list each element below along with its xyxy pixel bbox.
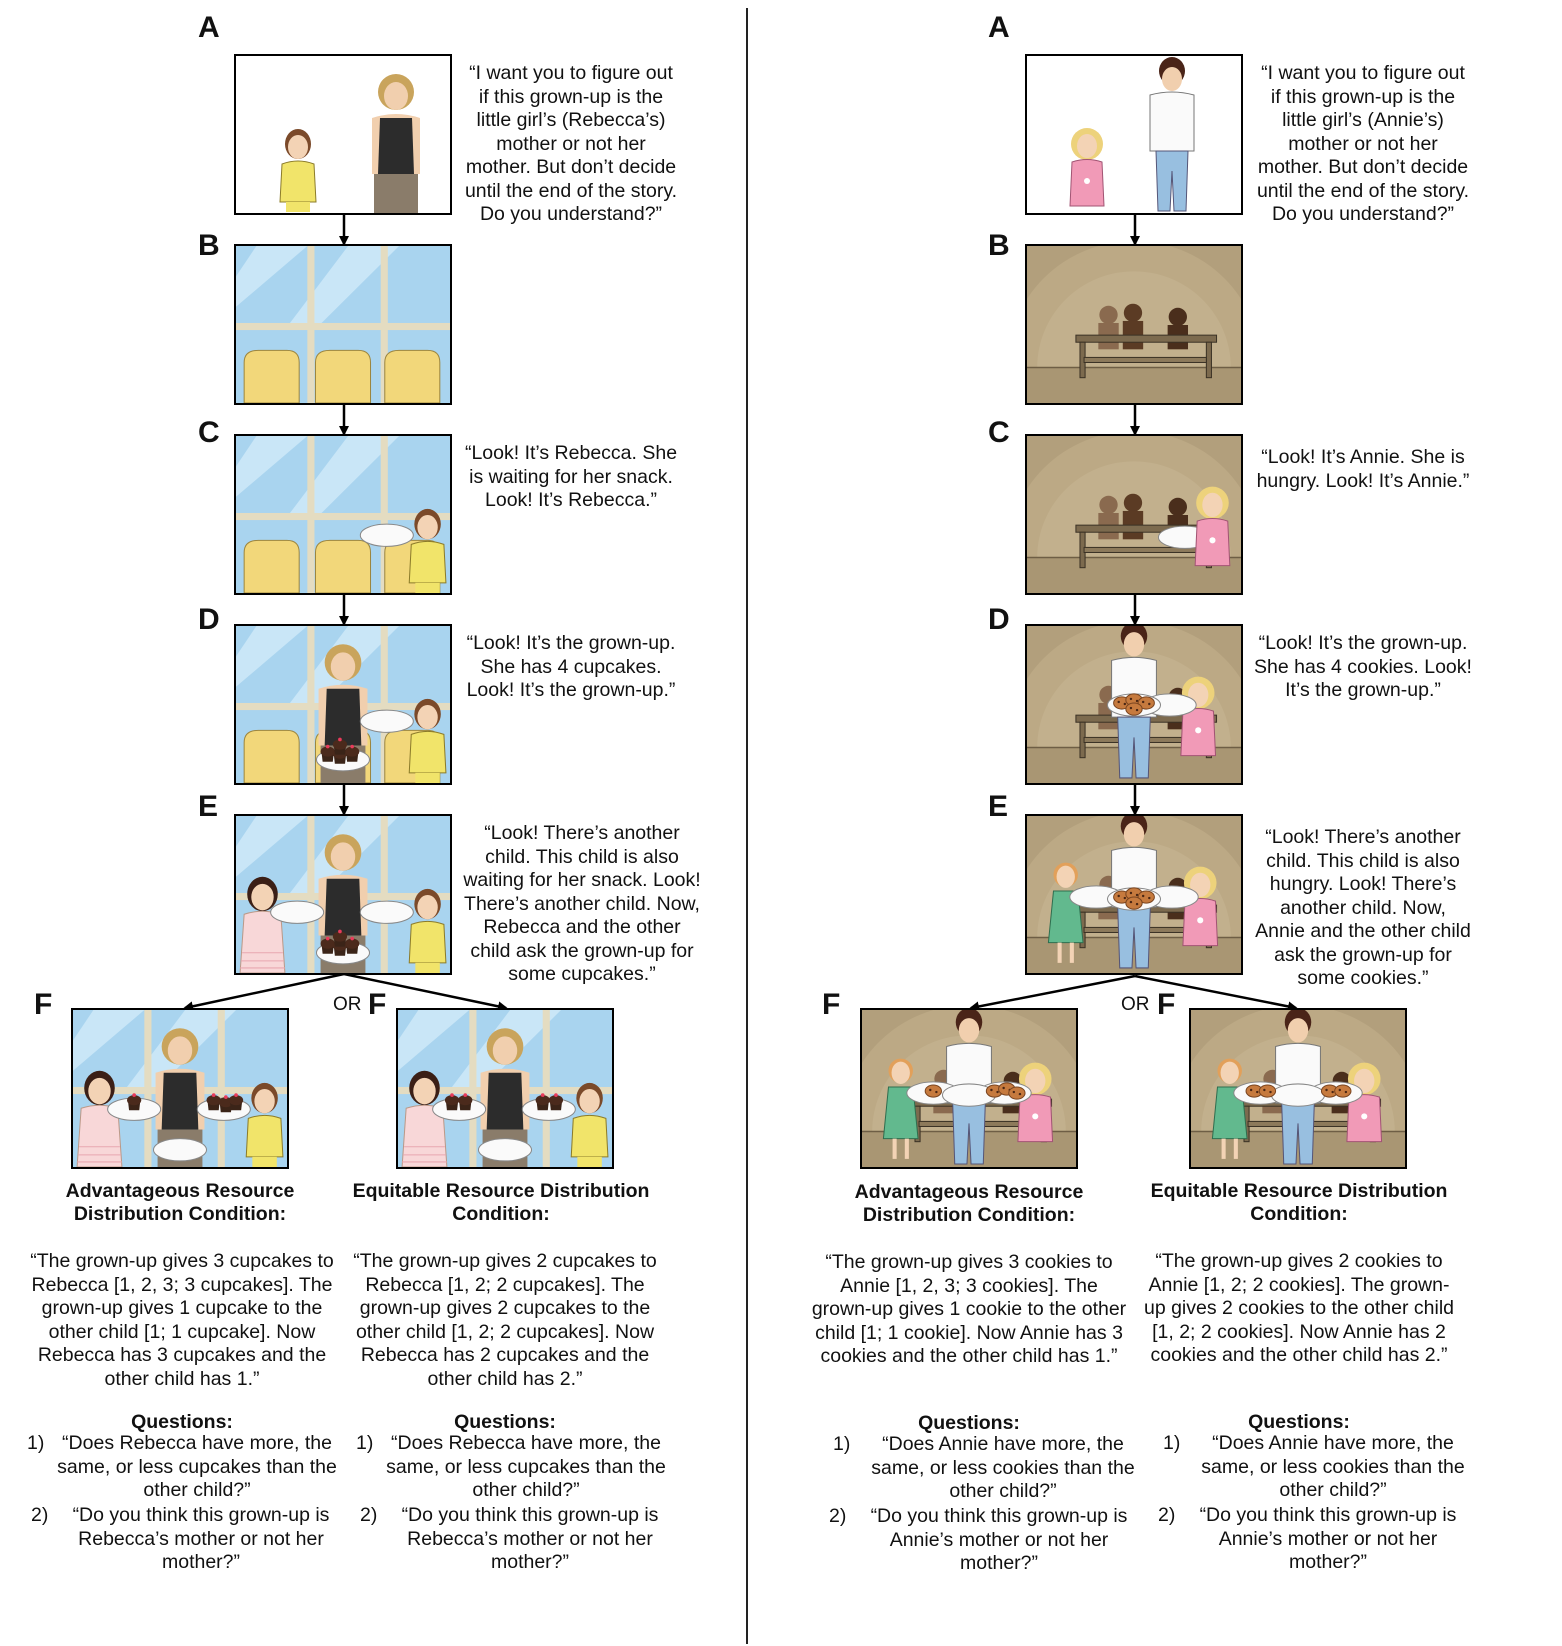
label-f-adv-left: F <box>34 988 53 1021</box>
quote-a-left: “I want you to figure out if this grown-up is the little girl’s (Rebecca’s) mother or not her mother. But don’t decide until the end of the story. Do you understand?” <box>464 62 678 225</box>
question-1-adv-left <box>27 1432 337 1503</box>
eq-condition-title-left: Equitable Resource Distribution Condition: <box>352 1180 650 1225</box>
panel-d-right <box>1025 624 1243 785</box>
question-number: 1) <box>1163 1432 1181 1454</box>
adv-condition-title-right: Advantageous Resource Distribution Condition: <box>854 1181 1084 1226</box>
question-text: “Do you think this grown-up is Rebecca’s mother or not her mother?” <box>401 1504 659 1573</box>
question-number: 2) <box>829 1505 847 1527</box>
question-number: 1) <box>356 1432 374 1454</box>
question-2-adv-left <box>31 1504 341 1575</box>
panel-b-left <box>234 244 452 405</box>
label-e-left: E <box>198 790 219 823</box>
question-text: “Do you think this grown-up is Annie’s mother or not her mother?” <box>1199 1504 1457 1573</box>
panel-d-left <box>234 624 452 785</box>
panel-c-left <box>234 434 452 595</box>
quote-d-right: “Look! It’s the grown-up. She has 4 cookies. Look! It’s the grown-up.” <box>1254 632 1472 701</box>
panel-e-left <box>234 814 452 975</box>
questions-heading-eq-right: Questions: <box>1248 1411 1350 1433</box>
quote-c-right: “Look! It’s Annie. She is hungry. Look! It’s Annie.” <box>1256 446 1470 492</box>
label-c-left: C <box>198 416 220 449</box>
adv-condition-body-right: “The grown-up gives 3 cookies to Annie [1, 2, 3; 3 cookies]. The grown-up gives 1 cookie to the other child [1; 1 cookie]. Now Annie has 3 cookies and the other child has 1.” <box>811 1251 1127 1367</box>
label-d-left: D <box>198 603 220 636</box>
panel-b-right <box>1025 244 1243 405</box>
question-text: “Do you think this grown-up is Annie’s mother or not her mother?” <box>870 1505 1128 1574</box>
question-1-eq-right <box>1163 1432 1473 1503</box>
panel-a-right <box>1025 54 1243 215</box>
label-a-left: A <box>198 11 220 44</box>
question-1-adv-right <box>833 1433 1143 1504</box>
question-number: 2) <box>1158 1504 1176 1526</box>
label-f-eq-right: F <box>1157 988 1176 1021</box>
panel-f-eq-left <box>396 1008 614 1169</box>
or-label-right: OR <box>1121 994 1150 1015</box>
question-text: “Does Annie have more, the same, or less cookies than the other child?” <box>1201 1432 1465 1501</box>
question-number: 2) <box>31 1504 49 1526</box>
question-1-eq-left <box>356 1432 666 1503</box>
eq-condition-body-right: “The grown-up gives 2 cookies to Annie [1, 2; 2 cookies]. The grown-up gives 2 cookies to the other child [1, 2; 2 cookies]. Now Annie has 2 cookies and the other child has 2.” <box>1143 1250 1455 1366</box>
question-text: “Does Annie have more, the same, or less cookies than the other child?” <box>871 1433 1135 1502</box>
question-number: 1) <box>27 1432 45 1454</box>
question-number: 1) <box>833 1433 851 1455</box>
label-f-adv-right: F <box>822 988 841 1021</box>
question-text: “Does Rebecca have more, the same, or less cupcakes than the other child?” <box>57 1432 337 1501</box>
panel-c-right <box>1025 434 1243 595</box>
question-2-adv-right <box>829 1505 1139 1576</box>
panel-f-adv-right <box>860 1008 1078 1169</box>
label-b-right: B <box>988 229 1010 262</box>
quote-d-left: “Look! It’s the grown-up. She has 4 cupcakes. Look! It’s the grown-up.” <box>466 632 676 701</box>
question-2-eq-right <box>1158 1504 1468 1575</box>
or-label-left: OR <box>333 994 362 1015</box>
label-c-right: C <box>988 416 1010 449</box>
arrow-e-f1-left <box>185 974 344 1008</box>
panel-f-adv-left <box>71 1008 289 1169</box>
questions-heading-adv-right: Questions: <box>918 1412 1020 1434</box>
arrow-e-f1-right <box>971 976 1135 1008</box>
question-number: 2) <box>360 1504 378 1526</box>
question-text: “Does Rebecca have more, the same, or less cupcakes than the other child?” <box>386 1432 666 1501</box>
question-2-eq-left <box>360 1504 670 1575</box>
adv-condition-title-left: Advantageous Resource Distribution Condition: <box>65 1180 295 1225</box>
panel-e-right <box>1025 814 1243 975</box>
questions-heading-adv-left: Questions: <box>131 1411 233 1433</box>
label-b-left: B <box>198 229 220 262</box>
label-d-right: D <box>988 603 1010 636</box>
question-text: “Do you think this grown-up is Rebecca’s mother or not her mother?” <box>72 1504 330 1573</box>
label-a-right: A <box>988 11 1010 44</box>
panel-a-left <box>234 54 452 215</box>
label-f-eq-left: F <box>368 988 387 1021</box>
adv-condition-body-left: “The grown-up gives 3 cupcakes to Rebecca [1, 2, 3; 3 cupcakes]. The grown-up gives 1 cupcake to the other child [1; 1 cupcake]. Now Rebecca has 3 cupcakes and the other child has 1.” <box>30 1250 334 1390</box>
panel-f-eq-right <box>1189 1008 1407 1169</box>
quote-c-left: “Look! It’s Rebecca. She is waiting for her snack. Look! It’s Rebecca.” <box>464 442 678 511</box>
quote-e-left: “Look! There’s another child. This child is also waiting for her snack. Look! There’s another child. Now, Rebecca and the other child ask the grown-up for some cupcakes.” <box>463 822 701 985</box>
eq-condition-body-left: “The grown-up gives 2 cupcakes to Rebecca [1, 2; 2 cupcakes]. The grown-up gives 2 cupcakes to the other child [1, 2; 2 cupcakes]. Now Rebecca has 2 cupcakes and the other child has 2.” <box>353 1250 657 1390</box>
quote-e-right: “Look! There’s another child. This child is also hungry. Look! There’s another child. Now, Annie and the other child ask the grown-up for some cookies.” <box>1255 826 1471 989</box>
quote-a-right: “I want you to figure out if this grown-up is the little girl’s (Annie’s) mother or not her mother. But don’t decide until the end of the story. Do you understand?” <box>1256 62 1470 225</box>
label-e-right: E <box>988 790 1009 823</box>
questions-heading-eq-left: Questions: <box>454 1411 556 1433</box>
eq-condition-title-right: Equitable Resource Distribution Condition: <box>1150 1180 1448 1225</box>
